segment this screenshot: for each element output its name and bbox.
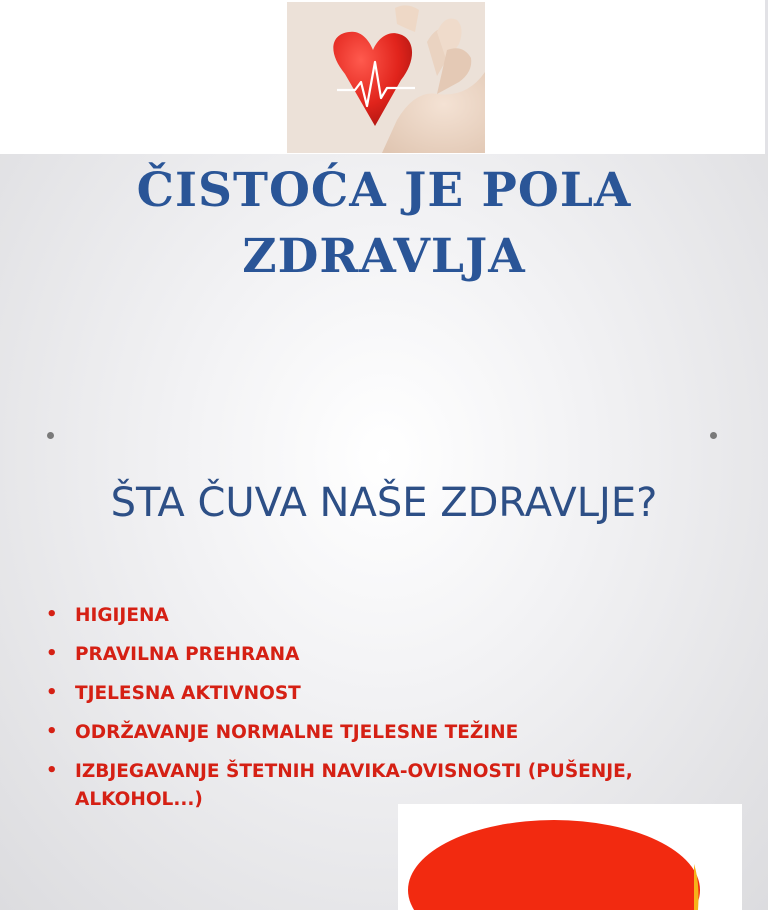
bullet-mark: • xyxy=(46,643,58,664)
title-line-1: ČISTOĆA JE POLA xyxy=(136,163,632,218)
list-item xyxy=(46,719,686,747)
bullet-list xyxy=(46,602,686,825)
bullet-text: ODRŽAVANJE NORMALNE TJELESNE TEŽINE xyxy=(75,722,519,743)
bullet-mark: • xyxy=(46,604,58,625)
bullet-mark: • xyxy=(46,721,58,742)
left-marker-dot xyxy=(47,432,54,439)
bottom-image-panel xyxy=(398,804,742,910)
bullet-mark: • xyxy=(46,682,58,703)
title-line-2: ZDRAVLJA xyxy=(242,229,526,284)
right-marker-dot xyxy=(710,432,717,439)
heart-in-hand-image xyxy=(287,2,485,153)
slide-subtitle: ŠTA ČUVA NAŠE ZDRAVLJE? xyxy=(110,480,658,526)
list-item xyxy=(46,602,686,630)
red-oval-shape xyxy=(398,804,742,910)
heart-in-hand-photo xyxy=(287,2,485,153)
bullet-text: TJELESNA AKTIVNOST xyxy=(75,683,301,704)
bullet-mark: • xyxy=(46,760,58,781)
list-item xyxy=(46,641,686,669)
slide-title xyxy=(0,158,768,290)
bullet-text: HIGIJENA xyxy=(75,605,169,626)
list-item xyxy=(46,680,686,708)
bullet-text: IZBJEGAVANJE ŠTETNIH NAVIKA-OVISNOSTI (PUŠENJE, ALKOHOL...) xyxy=(75,761,633,810)
bullet-text: PRAVILNA PREHRANA xyxy=(75,644,300,665)
